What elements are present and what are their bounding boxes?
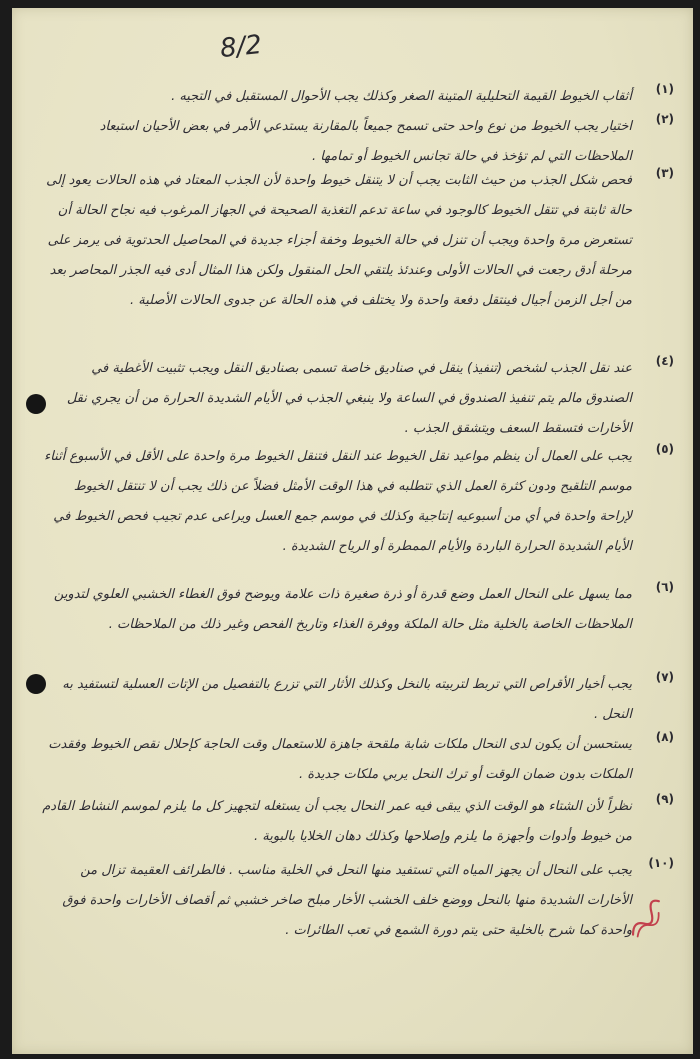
item-text: يجب أخيار الأقراص التي تربط لتربيته بالنخل وكذلك الأثار التي تزرع بالتفصيل من الإتات العسلية لتستفيد به النحل . <box>62 677 632 722</box>
item-text: عند نقل الجذب لشخص (تنفيذ) ينقل في صناديق خاصة تسمى بصناديق النقل ويجب تثبيت الأغطية في الصندوق مالم يتم تنفيذ الصندوق في الساعة ولا ينبغي الجذب في الأيام الشديدة الحرارة من أن يجري نقل الأخارات فتسقط السعف ويتشقق الجذب . <box>66 361 632 436</box>
item-text: نظراً لأن الشتاء هو الوقت الذي يبقى فيه عمر النحال يجب أن يستغله لتجهيز كل ما يلزم لموسم النشاط القادم من خيوط وأدوات وأجهزة ما يلزم وإصلاحها وكذلك دهان الخلايا بالبوية . <box>42 799 632 844</box>
item-number: (٣) <box>655 166 674 180</box>
item-text: يجب على العمال أن ينظم مواعيد نقل الخيوط عند النقل فتنقل الخيوط مرة واحدة على الأقل في الأسبوع أثناء موسم التلقيح ودون كثرة العمل الذي تتطلبه في هذا الوقت الأمثل فضلاً عن ذلك يجب أن لا تنتقل الخيوط لإراحة واحدة في أي من أسبوعيه إنتاجية وكذلك في موسم جمع العسل ويراعى عدم تجيب فحص الخيوط في الأيام الشديدة الحرارة الباردة والأيام الممطرة أو الرياح الشديدة . <box>44 449 632 554</box>
item-number: (٦) <box>655 580 674 594</box>
item-number: (١٠) <box>648 856 674 870</box>
item-number: (١) <box>655 82 674 96</box>
item-text: اختيار يجب الخيوط من نوع واحد حتى تسمح جميعاً بالمقارنة يستدعي الأمر في بعض الأحيان استبعاد الملاحظات التي لم تؤخذ في حالة تجانس الخيوط أو تمامها . <box>99 119 632 164</box>
item-number: (٧) <box>655 670 674 684</box>
item-number: (٢) <box>655 112 674 126</box>
item-text: يجب على النحال أن يجهز المياه التي تستفيد منها النحل في الخلية مناسب . فالطرائف العقيمة تزال من الأخارات الشديدة منها بالنحل ووضع خلف الخشب الأخار مبلح صاخر خشبي ثم أقصاف الأخارات واحدة فوق واحدة كما شرح بالخلية حتى يتم دورة الشمع في تعب الطائرات . <box>62 863 632 938</box>
item-text: أثقاب الخيوط القيمة التحليلية المتينة الصغر وكذلك يجب الأحوال المستقبل في التجيه . <box>171 89 632 104</box>
item-text: يستحسن أن يكون لدى النحال ملكات شابة ملقحة جاهزة للاستعمال وقت الحاجة كإحلال نقص الخيوط وفقدت الملكات بدون ضمان الوقت أو ترك النحل يربي ملكات جديدة . <box>48 737 632 782</box>
page-number: 8/2 <box>218 29 264 65</box>
item-number: (٨) <box>655 730 674 744</box>
item-text: فحص شكل الجذب من حيث الثابت يجب أن لا يتنقل خيوط واحدة لأن الجذب المعتاد في هذه الحالات يعود إلى حالة ثابتة في تتقل الخيوط كالوجود في ساعة تدعم التغذية الصحيحة في الجهاز المرغوب فيه نجاح الحالة أن تستعرض مرة واحدة ويجب أن تنزل في حالة الخيوط وخفة أجزاء جديدة في المحاصيل الحدتوية فى يرمز على مرحلة أدق رجعت في الحالات الأولى وعندئذ يلتقي الحل المنقول ولكن هذا المثال أدى فيه الجذر المحاصر بعد من أجل الزمن أجيال فينتقل دفعة واحدة ولا يختلف في هذه الحالة عن جدوى الحالات الأصلية . <box>46 173 632 308</box>
item-number: (٤) <box>655 354 674 368</box>
item-number: (٩) <box>655 792 674 806</box>
document-page <box>12 8 693 1054</box>
item-number: (٥) <box>655 442 674 456</box>
item-text: مما يسهل على النحال العمل وضع قدرة أو ذرة صغيرة ذات علامة ويوضح فوق الغطاء الخشبي العلوي لتدوين الملاحظات الخاصة بالخلية مثل حالة الملكة ووفرة الغذاء وتاريخ الفحص وغير ذلك من الملاحظات . <box>53 587 632 632</box>
